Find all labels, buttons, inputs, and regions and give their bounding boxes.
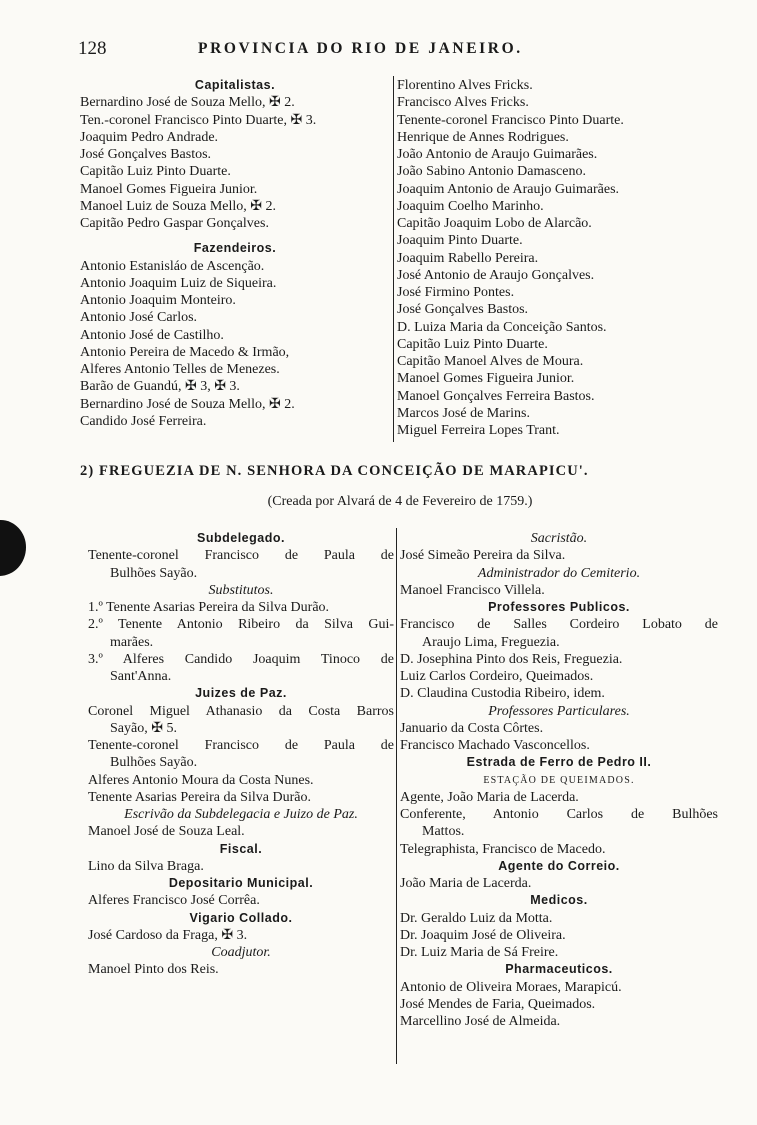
role-heading: Coadjutor. [211,945,271,960]
entry-line: João Maria de Lacerda. [400,876,532,891]
column-divider-bottom [396,528,397,1064]
entry-continuation: Araujo Lima, Freguezia. [422,634,560,650]
section-heading: Vigario Collado. [189,910,293,925]
entry-line: Capitão Manoel Alves de Moura. [397,354,584,369]
entry-line: Telegraphista, Francisco de Macedo. [400,841,606,857]
section-subtitle: (Creada por Alvará de 4 de Fevereiro de 1759.) [267,494,533,509]
section-heading: Agente do Correio. [498,858,620,873]
page-number: 128 [78,38,107,59]
entry-line: Manoel Gonçalves Ferreira Bastos. [397,388,595,404]
entry-line: Manoel Francisco Villela. [400,582,545,598]
role-heading: Administrador do Cemiterio. [477,565,641,581]
bottom-left-column [88,530,394,979]
entry-line: Joaquim Coelho Marinho. [397,198,544,214]
entry-line: Manoel Luiz de Souza Mello, ✠ 2. [80,198,277,214]
entry-line: Francisco de Salles Cordeiro Lobato de [400,617,718,633]
entry-line: Manoel Gomes Figueira Junior. [80,181,258,197]
section-heading: Subdelegado. [197,531,285,545]
top-left-column [80,77,390,430]
entry-line: Dr. Joaquim José de Oliveira. [400,927,566,943]
entry-line: Francisco Alves Fricks. [397,95,529,111]
ink-blot [0,520,26,576]
entry-line: Capitão Joaquim Lobo de Alarcão. [397,216,592,231]
entry-line: Tenente-coronel Francisco de Paula de [88,738,394,753]
section-heading: Fazendeiros. [193,241,277,256]
entry-line: Agente, João Maria de Lacerda. [400,789,579,805]
entry-line: Barão de Guandú, ✠ 3, ✠ 3. [80,379,240,395]
section-title: 2) FREGUEZIA DE N. SENHORA DA CONCEIÇÃO DE MARAPICU'. [80,463,589,479]
entry-line: Bernardino José de Souza Mello, ✠ 2. [80,95,295,111]
section-heading: Fiscal. [219,841,263,856]
entry-line: Joaquim Pedro Andrade. [80,129,219,145]
entry-line: Bernardino José de Souza Mello, ✠ 2. [80,396,295,412]
entry-line: Miguel Ferreira Lopes Trant. [397,423,560,438]
section-heading: Pharmaceuticos. [505,962,613,977]
section-heading: Juizes de Paz. [195,686,287,701]
entry-continuation: Mattos. [422,824,465,840]
entry-line: Antonio Pereira de Macedo & Irmão, [80,344,290,360]
entry-line: Dr. Geraldo Luiz da Motta. [400,910,553,926]
section-heading: Depositario Municipal. [168,876,314,890]
entry-line: Joaquim Pinto Duarte. [397,233,523,249]
entry-continuation: Bulhões Sayão. [110,755,198,771]
entry-line: Antonio de Oliveira Moraes, Marapicú. [400,979,622,995]
role-heading: Sacristão. [530,531,588,546]
entry-line: Antonio José Carlos. [80,310,198,326]
entry-line: Tenente-coronel Francisco Pinto Duarte. [397,112,624,128]
running-title: PROVINCIA DO RIO DE JANEIRO. [198,40,523,57]
entry-line: Candido José Ferreira. [80,413,207,429]
entry-line: Alferes Antonio Moura da Costa Nunes. [88,772,314,788]
entry-line: Antonio Estanisláo de Ascenção. [80,258,265,274]
entry-line: Manoel Gomes Figueira Junior. [397,371,575,387]
role-heading: Professores Particulares. [488,703,630,719]
entry-line: Luiz Carlos Cordeiro, Queimados. [400,669,594,684]
entry-line: José Firmino Pontes. [397,285,515,300]
entry-line: Capitão Luiz Pinto Duarte. [397,336,548,352]
entry-line: 1.º Tenente Asarias Pereira da Silva Durão. [88,600,330,615]
role-heading: Substitutos. [208,582,274,598]
entry-line: José Antonio de Araujo Gonçalves. [397,267,595,283]
page-header [78,38,718,66]
entry-line: José Gonçalves Bastos. [397,302,529,318]
entry-line: Capitão Pedro Gaspar Gonçalves. [80,216,269,231]
entry-continuation: Bulhões Sayão. [110,565,198,581]
entry-line: Florentino Alves Fricks. [397,78,533,93]
entry-line: Henrique de Annes Rodrigues. [397,129,569,145]
station-heading: ESTAÇÃO DE QUEIMADOS. [483,774,635,786]
entry-line: D. Josephina Pinto dos Reis, Freguezia. [400,651,623,667]
entry-line: Joaquim Rabello Pereira. [397,250,539,266]
entry-line: Alferes Antonio Telles de Menezes. [80,362,280,377]
bottom-right-column [400,530,718,1030]
entry-line: Lino da Silva Braga. [88,858,204,874]
section-heading: Medicos. [530,893,588,908]
entry-line: José Simeão Pereira da Silva. [400,548,566,564]
entry-line: João Antonio de Araujo Guimarães. [397,147,598,162]
entry-line: José Cardoso da Fraga, ✠ 3. [88,927,248,943]
entry-line: Joaquim Antonio de Araujo Guimarães. [397,181,620,197]
entry-line: D. Claudina Custodia Ribeiro, idem. [400,686,605,702]
section-heading: Professores Publicos. [488,600,630,614]
entry-line: Antonio Joaquim Monteiro. [80,293,236,308]
role-heading: Escrivão da Subdelegacia e Juizo de Paz. [124,807,358,822]
entry-line: Conferente, Antonio Carlos de Bulhões [400,807,718,822]
entry-line: 3.º Alferes Candido Joaquim Tinoco de [88,651,394,667]
spacer [80,232,390,240]
entry-line: Manoel José de Souza Leal. [88,824,245,840]
entry-line: Ten.-coronel Francisco Pinto Duarte, ✠ 3. [80,112,317,128]
section-heading: Capitalistas. [194,78,276,92]
entry-line: José Mendes de Faria, Queimados. [400,996,596,1012]
section-heading: Estrada de Ferro de Pedro II. [466,755,652,770]
entry-line: Capitão Luiz Pinto Duarte. [80,164,231,180]
entry-line: Antonio Joaquim Luiz de Siqueira. [80,275,277,291]
entry-line: José Gonçalves Bastos. [80,147,212,162]
entry-line: Coronel Miguel Athanasio da Costa Barros [88,703,394,719]
top-right-column [397,77,719,439]
entry-continuation: Sayão, ✠ 5. [110,720,177,736]
entry-line: Manoel Pinto dos Reis. [88,962,219,978]
entry-line: João Sabino Antonio Damasceno. [397,164,586,180]
entry-line: D. Luiza Maria da Conceição Santos. [397,319,607,335]
entry-continuation: Sant'Anna. [110,669,172,684]
entry-line: Alferes Francisco José Corrêa. [88,893,260,909]
entry-line: Tenente-coronel Francisco de Paula de [88,548,394,564]
column-divider-top [393,76,394,442]
entry-line: Marcos José de Marins. [397,405,530,421]
entry-line: Dr. Luiz Maria de Sá Freire. [400,945,559,960]
entry-line: Januario da Costa Côrtes. [400,720,544,736]
entry-line: Francisco Machado Vasconcellos. [400,738,590,753]
entry-line: Tenente Asarias Pereira da Silva Durão. [88,789,311,805]
entry-line: Antonio José de Castilho. [80,327,224,343]
entry-line: 2.º Tenente Antonio Ribeiro da Silva Gui- [88,617,394,633]
entry-line: Marcellino José de Almeida. [400,1014,561,1029]
entry-continuation: marães. [110,634,154,650]
